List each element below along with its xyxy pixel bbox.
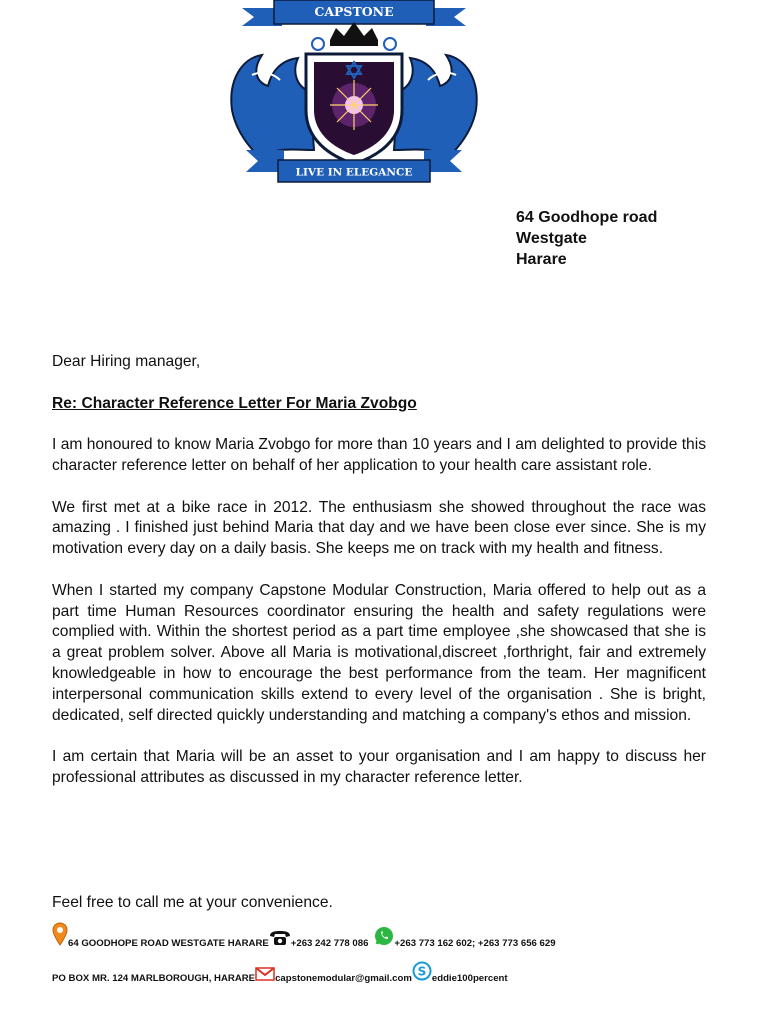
skype-icon xyxy=(412,961,432,984)
svg-text:S: S xyxy=(417,964,427,979)
location-pin-icon xyxy=(52,922,68,949)
paragraph-1: I am honoured to know Maria Zvobgo for more than 10 years and I am delighted to provide this character reference letter on behalf of her application to your health care assistant role. xyxy=(52,436,706,474)
footer-whatsapp[interactable]: +263 773 162 602; +263 773 656 629 xyxy=(394,938,556,949)
address-line-1: 64 Goodhope road xyxy=(516,209,658,226)
footer-address: 64 GOODHOPE ROAD WESTGATE HARARE xyxy=(68,938,269,949)
letter-body xyxy=(52,352,706,810)
logo-top-text: CAPSTONE xyxy=(314,4,394,19)
footer-contact-line-2 xyxy=(52,962,508,984)
address-line-2: Westgate xyxy=(516,230,587,247)
footer-email[interactable]: capstonemodular@gmail.com xyxy=(275,973,412,984)
capstone-logo xyxy=(222,0,486,186)
whatsapp-icon xyxy=(374,926,394,949)
paragraph-4: I am certain that Maria will be an asset to your organisation and I am happy to discuss her professional attributes as discussed in my character reference letter. xyxy=(52,748,706,786)
sender-address xyxy=(516,207,657,270)
footer-po-box: PO BOX MR. 124 MARLBOROUGH, HARARE xyxy=(52,973,256,984)
paragraph-2: We first met at a bike race in 2012. The enthusiasm she showed throughout the race was amazing . I finished just behind Maria that day and we have been close ever since. She is my motivation every day on a daily basis. She keeps me on track with my health and fitness. xyxy=(52,498,706,558)
address-line-3: Harare xyxy=(516,251,567,268)
closing-line: Feel free to call me at your convenience. xyxy=(52,894,333,911)
footer-phone[interactable]: +263 242 778 086 xyxy=(290,938,369,949)
footer-skype[interactable]: eddie100percent xyxy=(431,973,508,984)
telephone-icon xyxy=(269,930,291,949)
footer-contact-line-1 xyxy=(52,925,556,949)
letter-subject: Re: Character Reference Letter For Maria Zvobgo xyxy=(52,394,417,412)
gmail-icon xyxy=(255,967,275,984)
logo-bottom-text: LIVE IN ELEGANCE xyxy=(295,166,413,179)
paragraph-3: When I started my company Capstone Modular Construction, Maria offered to help out as a part time Human Resources coordinator ensuring the health and safety regulations were complied with. Within the shortest period as a part time employee ,she showcased that she is a great problem solver. Above all Maria is motivational,discreet ,forthright, fair and extremely knowledgeable in how to encourage the best performance from the team. Her magnificent interpersonal communication skills extend to every level of the organisation . She is bright, dedicated, self directed quickly understanding and matching a company's ethos and mission. xyxy=(52,581,706,724)
salutation: Dear Hiring manager, xyxy=(52,353,201,370)
